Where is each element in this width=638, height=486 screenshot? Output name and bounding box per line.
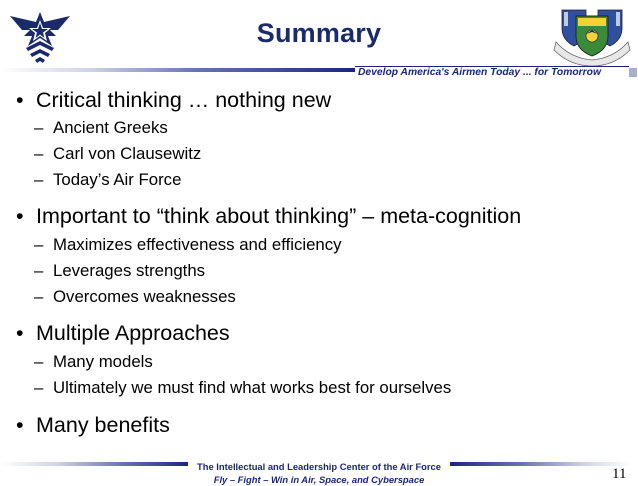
sub-bullet-text: Ultimately we must find what works best for ourselves [53,378,452,397]
dash-marker: – [34,378,44,397]
bullet-text: Multiple Approaches [36,321,230,345]
dash-marker: – [34,261,44,280]
dash-marker: – [34,235,44,254]
dash-marker: – [34,144,44,163]
bullet-marker: • [16,413,24,437]
tagline: Develop America's Airmen Today ... for Tomorrow [358,67,601,78]
sub-bullet-text: Many models [53,352,153,371]
bullet-marker: • [16,204,24,228]
bullet-text: Many benefits [36,413,170,437]
footer-line-1: The Intellectual and Leadership Center of the Air Force [197,461,441,472]
sub-bullet-text: Ancient Greeks [53,118,168,137]
dash-marker: – [34,170,44,189]
dash-marker: – [34,118,44,137]
slide-title: Summary [256,18,382,48]
air-force-logo-icon [8,8,72,66]
footer-rule-right [450,462,630,466]
sub-bullet-text: Carl von Clausewitz [53,144,202,163]
tagline-square [629,68,637,77]
bullet-text: Critical thinking … nothing new [36,88,332,112]
dash-marker: – [34,287,44,306]
sub-bullet-text: Today’s Air Force [53,170,182,189]
sub-bullet-text: Overcomes weaknesses [53,287,236,306]
bullet-marker: • [16,321,24,345]
page-number: 11 [612,466,627,482]
header-rule [0,68,355,72]
air-university-emblem-icon [550,4,634,66]
footer-rule-left [0,462,188,466]
sub-bullet-text: Leverages strengths [53,261,206,280]
sub-bullet-text: Maximizes effectiveness and efficiency [53,235,342,254]
dash-marker: – [34,352,44,371]
bullet-text: Important to “think about thinking” – meta-cognition [36,204,522,228]
bullet-marker: • [16,88,24,112]
footer-line-2: Fly – Fight – Win in Air, Space, and Cyberspace [213,474,425,485]
